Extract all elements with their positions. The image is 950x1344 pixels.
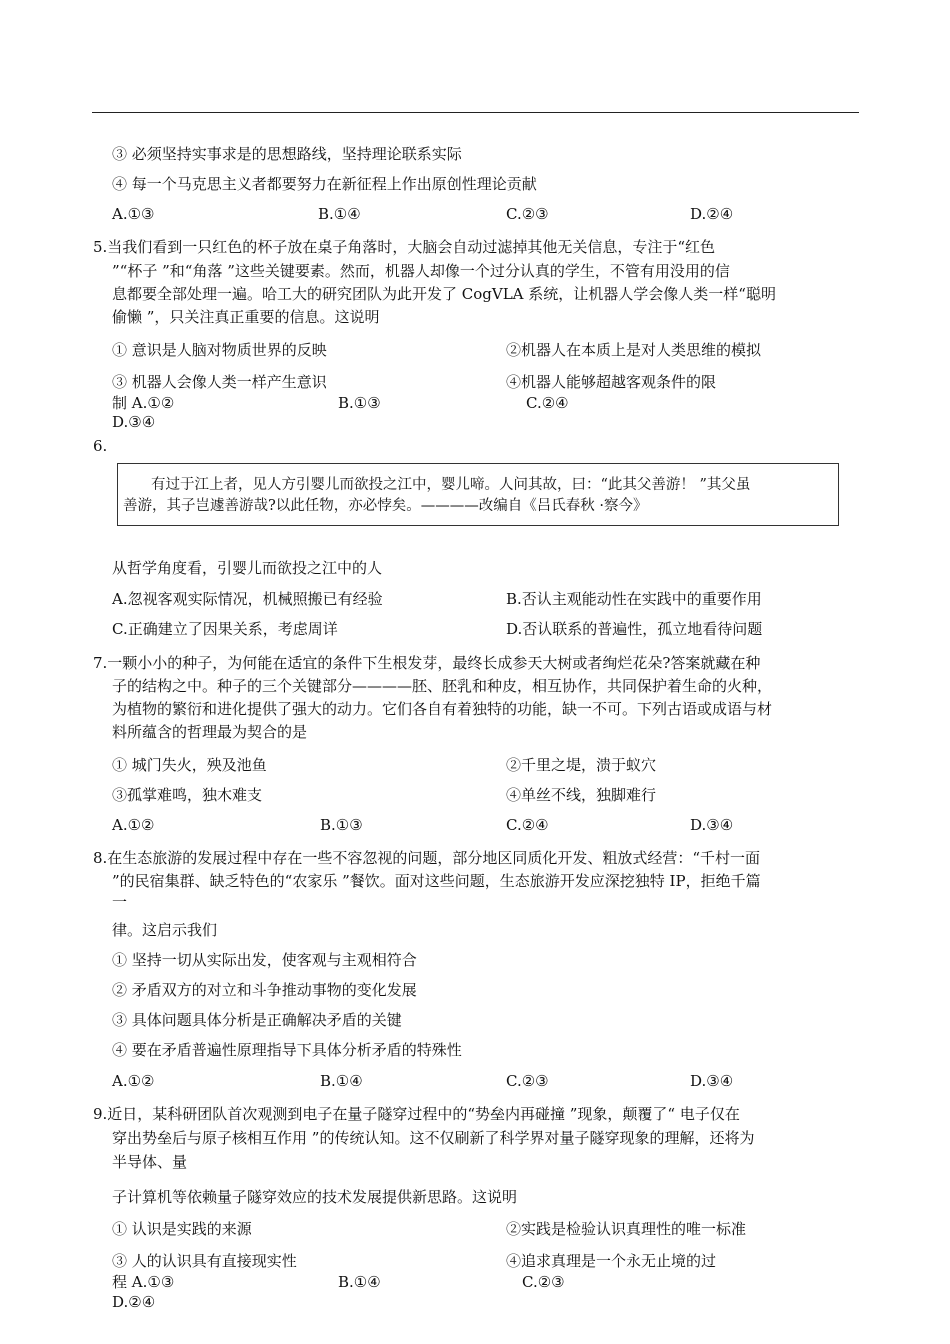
q7-answer-d: D.③④ [690, 816, 734, 834]
q5-answer-c: C.②④ [526, 394, 569, 412]
q6-number: 6. [93, 437, 108, 455]
q6-option-c: C.正确建立了因果关系，考虑周详 [112, 620, 338, 638]
q6-option-b: B.否认主观能动性在实践中的重要作用 [506, 590, 762, 608]
q5-option-4: ④机器人能够超越客观条件的限 [506, 373, 717, 391]
q6-option-d: D.否认联系的普遍性，孤立地看待问题 [506, 620, 763, 638]
q5-stem-line-3: 息都要全部处理一遍。哈工大的研究团队为此开发了 CogVLA 系统，让机器人学会像人类一样“聪明 [112, 285, 776, 303]
q5-option-2: ②机器人在本质上是对人类思维的模拟 [506, 341, 762, 359]
q8-answer-a: A.①② [112, 1072, 155, 1090]
q6-material-line-2: 善游，其子岂遽善游哉?以此任物，亦必悖矣。————改编自《吕氏春秋 ·察今》 [123, 498, 648, 514]
q8-option-2: ② 矛盾双方的对立和斗争推动事物的变化发展 [112, 981, 417, 999]
q8-stem-line-2: ”的民宿集群、缺乏特色的“农家乐 ”餐饮。面对这些问题，生态旅游开发应深挖独特 IP，拒绝千篇 [112, 872, 761, 890]
q8-answer-b: B.①④ [320, 1072, 363, 1090]
q7-option-4: ④单丝不线，独脚难行 [506, 786, 657, 804]
q8-option-1: ① 坚持一切从实际出发，使客观与主观相符合 [112, 951, 417, 969]
q5-answer-a: 制 A.①② [112, 394, 175, 412]
q7-stem-line-4: 料所蕴含的哲理最为契合的是 [112, 723, 308, 741]
q9-answer-a: 程 A.①③ [112, 1273, 175, 1291]
q8-stem-line-1: 8.在生态旅游的发展过程中存在一些不容忽视的问题，部分地区同质化开发、粗放式经营：“千村一面 [93, 849, 760, 867]
q6-stem: 从哲学角度看，引婴儿而欲投之江中的人 [112, 559, 383, 577]
q9-stem-line-1: 9.近日，某科研团队首次观测到电子在量子隧穿过程中的“势垒内再碰撞 ”现象，颠覆了“ 电子仅在 [93, 1105, 740, 1123]
q7-option-2: ②千里之堤，溃于蚁穴 [506, 756, 657, 774]
q6-option-a: A.忽视客观实际情况，机械照搬已有经验 [112, 590, 383, 608]
q9-stem-line-3: 半导体、量 [112, 1153, 188, 1171]
q9-answer-c: C.②③ [522, 1273, 565, 1291]
q5-answer-b: B.①③ [338, 394, 381, 412]
q8-option-4: ④ 要在矛盾普遍性原理指导下具体分析矛盾的特殊性 [112, 1041, 462, 1059]
q9-answer-b: B.①④ [338, 1273, 381, 1291]
q4-answer-c: C.②③ [506, 205, 549, 223]
q4-answer-b: B.①④ [318, 205, 361, 223]
q4-answer-a: A.①③ [112, 205, 155, 223]
q8-answer-d: D.③④ [690, 1072, 734, 1090]
q6-material-box [117, 463, 839, 526]
q5-option-3: ③ 机器人会像人类一样产生意识 [112, 373, 327, 391]
q7-answer-c: C.②④ [506, 816, 549, 834]
q8-stem-line-3: 一 [112, 893, 128, 911]
q6-material-line-1: 有过于江上者，见人方引婴儿而欲投之江中，婴儿啼。人问其故，曰：“此其父善游！ ”其父虽 [151, 477, 751, 493]
q7-stem-line-3: 为植物的繁衍和进化提供了强大的动力。它们各自有着独特的功能，缺一不可。下列古语或成语与材 [112, 700, 773, 718]
q9-stem-line-2: 穿出势垒后与原子核相互作用 ”的传统认知。这不仅刷新了科学界对量子隧穿现象的理解，还将为 [112, 1129, 755, 1147]
q7-option-3: ③孤掌难鸣，独木难支 [112, 786, 263, 804]
q4-answer-d: D.②④ [690, 205, 734, 223]
q9-option-4: ④追求真理是一个永无止境的过 [506, 1252, 717, 1270]
q9-option-2: ②实践是检验认识真理性的唯一标准 [506, 1220, 747, 1238]
q5-stem-line-2: ”“杯子 ”和“角落 ”这些关键要素。然而，机器人却像一个过分认真的学生，不管有用没用的信 [112, 262, 730, 280]
q9-option-3: ③ 人的认识具有直接现实性 [112, 1252, 297, 1270]
q7-stem-line-1: 7.一颗小小的种子，为何能在适宜的条件下生根发芽，最终长成参天大树或者绚烂花朵?答案就藏在种 [93, 654, 761, 672]
q4-option-4: ④ 每一个马克思主义者都要努力在新征程上作出原创性理论贡献 [112, 175, 537, 193]
q7-answer-b: B.①③ [320, 816, 363, 834]
header-rule [92, 112, 859, 113]
q8-answer-c: C.②③ [506, 1072, 549, 1090]
q8-stem-line-4: 律。这启示我们 [112, 921, 218, 939]
q9-answer-d: D.②④ [112, 1293, 156, 1311]
q4-option-3: ③ 必须坚持实事求是的思想路线，坚持理论联系实际 [112, 145, 462, 163]
q7-stem-line-2: 子的结构之中。种子的三个关键部分————胚、胚乳和种皮，相互协作，共同保护着生命的火种， [112, 677, 773, 695]
q5-option-1: ① 意识是人脑对物质世界的反映 [112, 341, 327, 359]
q5-answer-d: D.③④ [112, 413, 156, 431]
q8-option-3: ③ 具体问题具体分析是正确解决矛盾的关键 [112, 1011, 402, 1029]
q7-option-1: ① 城门失火，殃及池鱼 [112, 756, 267, 774]
q5-stem-line-1: 5.当我们看到一只红色的杯子放在桌子角落时，大脑会自动过滤掉其他无关信息，专注于“红色 [93, 238, 715, 256]
q5-stem-line-4: 偷懒 ”，只关注真正重要的信息。这说明 [112, 308, 380, 326]
q9-option-1: ① 认识是实践的来源 [112, 1220, 252, 1238]
q7-answer-a: A.①② [112, 816, 155, 834]
q9-stem-line-4: 子计算机等依赖量子隧穿效应的技术发展提供新思路。这说明 [112, 1188, 518, 1206]
